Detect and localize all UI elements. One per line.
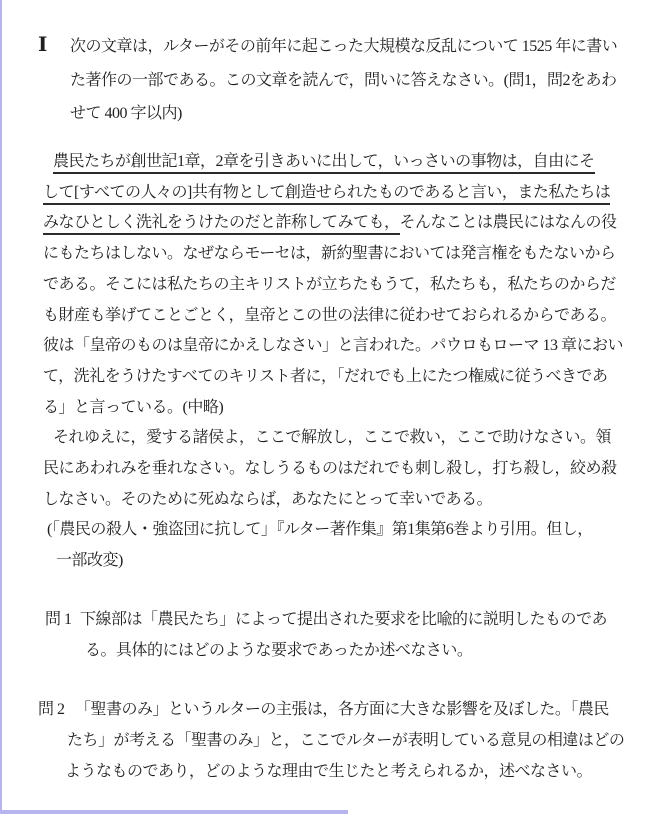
passage-line-12: しなさい。そのために死ぬならば，あなたにとって幸いである。 — [43, 490, 493, 508]
question-1-line-2: る。具体的にはどのような要求であったか述べなさい。 — [85, 642, 473, 660]
underlined-text-1: 農民たちが創世記1章，2章を引きあいに出して，いっさいの事物は，自由にそ — [53, 153, 595, 174]
question-header — [38, 30, 617, 131]
passage-line-3-rest: そんなことは農民にはなんの役 — [399, 214, 617, 232]
passage-line-5: である。そこには私たちの主キリストが立ちたもうて，私たちも，私たちのからだ — [43, 275, 616, 293]
question-2-line-1: 「聖書のみ」というルターの主張は，各方面に大きな影響を及ぼした。「農民 — [75, 701, 609, 718]
scan-edge-left — [0, 0, 2, 814]
passage-line-9: る」と言っている。(中略) — [43, 398, 224, 416]
scan-edge-bottom — [0, 810, 348, 814]
passage — [43, 147, 623, 577]
passage-citation-line-2: 一部改変) — [56, 552, 123, 570]
passage-line-7: 彼は「皇帝のものは皇帝にかえしなさい」と言われた。パウロもローマ 13 章におい — [43, 337, 624, 355]
question-1 — [38, 604, 607, 666]
passage-line-8: て，洗礼をうけたすべてのキリスト者に，「だれでも上にたつ権威に従うべきであ — [43, 367, 608, 385]
passage-line-4: にもたちはしない。なぜならモーセは，新約聖書においては発言権をもたないから — [43, 245, 616, 263]
question-2-label: 問 2 — [38, 701, 65, 718]
passage-line-underlined-2 — [43, 178, 623, 209]
question-2-line-2: たち」が考える「聖書のみ」と，ここでルターが表明している意見の相違はどの — [67, 732, 625, 750]
question-2 — [38, 694, 624, 788]
header-line-2: た著作の一部である。この文章を読んで，問いに答えなさい。(問1，問2をあわ — [70, 71, 617, 89]
passage-line-3 — [43, 208, 623, 239]
passage-line-underlined-1 — [43, 147, 623, 178]
passage-line-11: 民にあわれみを垂れなさい。なしうるものはだれでも刺し殺し，打ち殺し，絞め殺 — [43, 460, 617, 478]
header-line-1: 次の文章は，ルターがその前年に起こった大規模な反乱について 1525 年に書い — [70, 38, 618, 55]
question-1-line-1: 下線部は「農民たち」によって提出された要求を比喩的に説明したものであ — [80, 611, 608, 628]
passage-citation-line-1: (「農民の殺人・強盗団に抗して」『ルター著作集』第1集第6巻より引用。但し， — [47, 521, 593, 539]
question-1-label: 問 1 — [45, 611, 72, 628]
section-numeral: Ⅰ — [38, 34, 48, 56]
question-2-line-3: ようなものであり，どのような理由で生じたと考えられるか，述べなさい。 — [65, 763, 593, 781]
passage-line-6: も財産も挙げてことごとく，皇帝とこの世の法律に従わせておられるからである。 — [43, 306, 617, 324]
passage-line-10: それゆえに，愛する諸侯よ，ここで解放し，ここで救い，ここで助けなさい。領 — [53, 429, 612, 447]
question-header-lines — [70, 30, 617, 131]
header-line-3: せて 400 字以内) — [70, 105, 182, 122]
underlined-text-3: みなひとしく洗礼をうけたのだと詐称してみても， — [43, 214, 400, 235]
underlined-text-2: して[すべての人々の]共有物として創造せられたものであると言い，また私たちは — [43, 184, 610, 205]
